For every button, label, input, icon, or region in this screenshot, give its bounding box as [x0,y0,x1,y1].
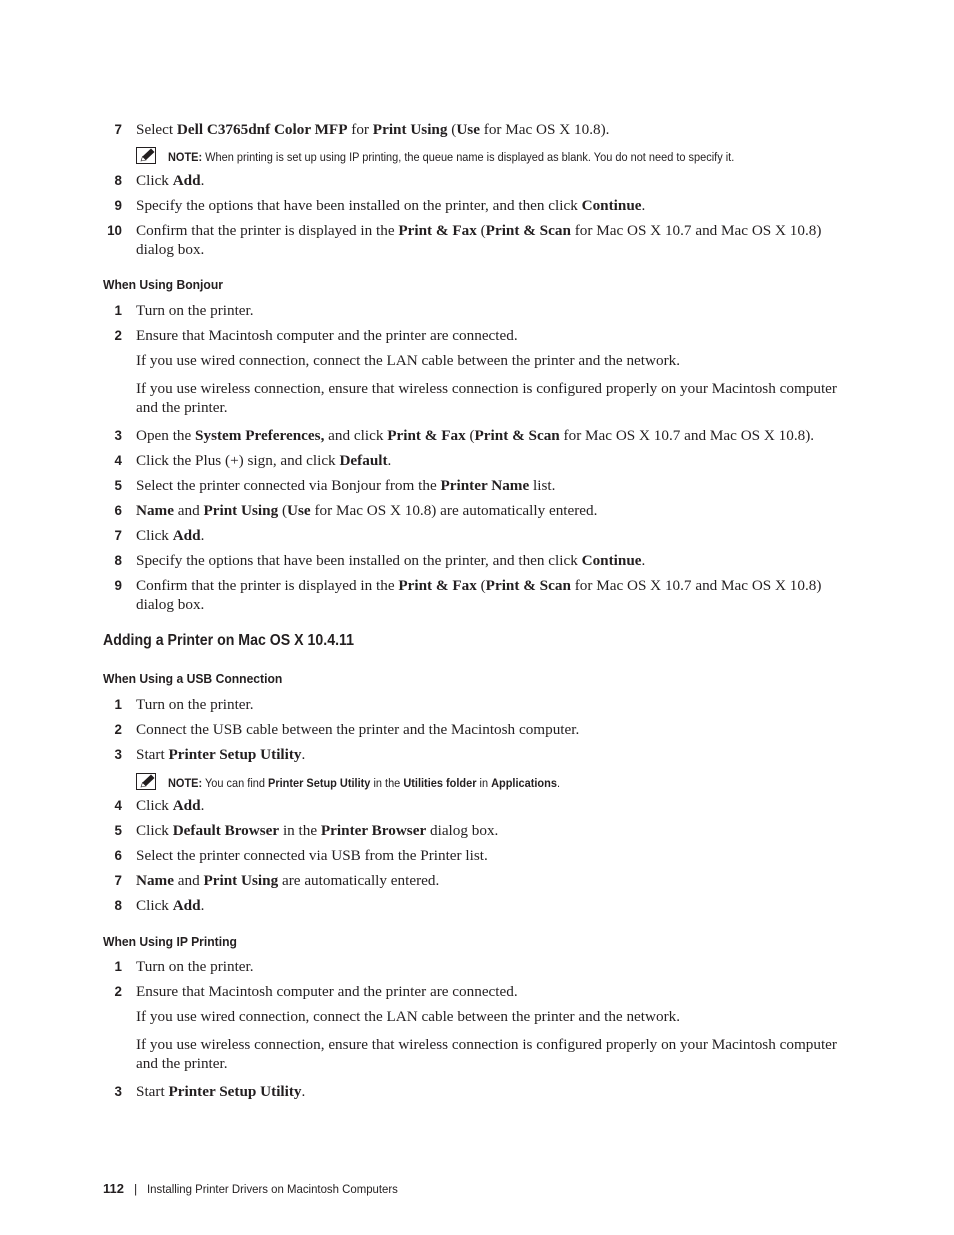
bold-term: Printer Setup Utility [268,776,371,790]
step-text [136,426,852,445]
step-number: 1 [114,959,122,974]
step-text [136,196,852,215]
heading-adding-printer-10-4-11: Adding a Printer on Mac OS X 10.4.11 [103,632,355,649]
text-run: Start [136,1083,169,1100]
page-footer [103,1181,420,1196]
step-number: 4 [114,798,122,813]
bold-term: Print & Scan [474,427,560,444]
bold-term: Default Browser [172,822,280,839]
step-number: 3 [114,747,122,762]
text-run: . [556,776,560,790]
usb-step-2 [90,720,870,739]
bonjour-step-2 [90,326,870,345]
bold-term: Print Using [372,121,448,138]
bold-term: Continue [581,197,642,214]
step-text [136,326,852,345]
text-run: Ensure that Macintosh computer and the printer are connected. [136,327,518,344]
usb-step-1 [90,695,870,714]
bold-term: Dell C3765dnf Color MFP [176,121,348,138]
text-run: Select the printer connected via Bonjour from the [136,477,441,494]
text-run: ( [476,222,486,239]
step-number: 1 [114,697,122,712]
text-run: are automatically entered. [278,872,440,889]
footer-separator: | [133,1182,138,1196]
page-number: 112 [103,1181,124,1196]
ip-step-3 [90,1082,870,1101]
bold-term: Print & Scan [485,577,571,594]
text-run: and click [324,427,388,444]
text-run: for [347,121,373,138]
bold-term: Default [339,452,388,469]
text-run: Click [136,797,173,814]
text-run: and [173,502,204,519]
step-text [136,796,852,815]
text-run: Confirm that the printer is displayed in the [136,577,399,594]
ip-step-2 [90,982,870,1001]
step-number: 8 [114,173,122,188]
step-number: 2 [114,984,122,999]
bonjour-step-1 [90,301,870,320]
step-number: 3 [114,1084,122,1099]
text-run: Click [136,822,173,839]
usb-step-5 [90,821,870,840]
note-text [168,149,805,165]
note-label: NOTE: [168,776,203,790]
usb-step-6 [90,846,870,865]
bold-term: Print Using [203,872,279,889]
text-run: Select [136,121,177,138]
note-text [168,775,805,791]
step-number: 1 [114,303,122,318]
bonjour-step-4 [90,451,870,470]
step-text [136,171,852,190]
step-text [136,982,852,1001]
text-run: . [301,746,306,763]
step-number: 3 [114,428,122,443]
text-run: in the [279,822,321,839]
step-text [136,526,852,545]
text-run: for Mac OS X 10.8). [479,121,610,138]
bonjour-wired-paragraph: If you use wired connection, connect the LAN cable between the printer and the network. [136,352,681,369]
bold-term: Print & Fax [387,427,466,444]
step-7-select-printer [90,120,870,139]
bonjour-step-9 [90,576,870,614]
text-run: Click [136,527,173,544]
step-text [136,301,852,320]
text-run: and [173,872,204,889]
note-label: NOTE: [168,150,203,164]
bonjour-step-6 [90,501,870,520]
bold-term: Use [287,502,311,519]
step-text [136,846,852,865]
step-text [136,957,852,976]
footer-chapter-title: Installing Printer Drivers on Macintosh Computers [147,1182,399,1196]
text-run: Start [136,746,169,763]
text-run: Click the Plus (+) sign, and click [136,452,340,469]
text-run: . [641,197,646,214]
bold-term: Printer Setup Utility [168,746,302,763]
step-8-click-add [90,171,870,190]
bold-term: Printer Name [440,477,530,494]
step-text [136,476,852,495]
bold-term: Printer Browser [320,822,427,839]
step-text [136,501,852,520]
text-run: . [641,552,646,569]
text-run: ( [447,121,457,138]
text-run: Open the [136,427,196,444]
bonjour-step-3 [90,426,870,445]
step-text [136,821,852,840]
note-body [202,150,734,164]
step-10-confirm-printer [90,221,870,259]
bold-term: Print & Scan [485,222,571,239]
bold-term: Add [172,797,201,814]
text-run: Specify the options that have been installed on the printer, and then click [136,197,582,214]
text-run: dialog box. [426,822,499,839]
usb-step-4 [90,796,870,815]
step-number: 5 [114,478,122,493]
text-run: ( [476,577,486,594]
step-number: 2 [114,722,122,737]
step-9-specify-options [90,196,870,215]
step-number: 10 [107,223,122,238]
step-number: 6 [114,848,122,863]
note-printer-setup-utility-location [136,775,876,791]
text-run: list. [529,477,556,494]
bonjour-wireless-paragraph: If you use wireless connection, ensure that wireless connection is configured properly on your Macintosh computer and the printer. [136,380,837,416]
text-run: Click [136,172,173,189]
text-run: Specify the options that have been installed on the printer, and then click [136,552,582,569]
text-run: . [387,452,392,469]
note-ip-queue-name [136,149,876,165]
bold-term: System Preferences, [195,427,325,444]
step-text [136,745,852,764]
text-run: Select the printer connected via USB from the Printer list. [136,847,488,864]
text-run: Confirm that the printer is displayed in the [136,222,399,239]
step-text [136,896,852,915]
text-run: . [301,1083,306,1100]
heading-when-using-usb: When Using a USB Connection [103,671,283,686]
bold-term: Print Using [203,502,279,519]
step-number: 5 [114,823,122,838]
step-number: 4 [114,453,122,468]
step-number: 7 [114,873,122,888]
step-text [136,695,852,714]
bold-term: Name [136,872,174,889]
text-run: Turn on the printer. [136,696,254,713]
bold-term: Applications [491,776,557,790]
step-text [136,720,852,739]
step-number: 7 [114,528,122,543]
text-run: . [200,172,205,189]
text-run: for Mac OS X 10.7 and Mac OS X 10.8) dialog box. [136,577,822,613]
step-text [136,451,852,470]
bold-term: Add [172,527,201,544]
heading-when-using-bonjour: When Using Bonjour [103,277,223,292]
text-run: Turn on the printer. [136,302,254,319]
text-run: You can find [202,776,269,790]
text-run: ( [465,427,475,444]
bold-term: Print & Fax [398,577,477,594]
bonjour-step-8 [90,551,870,570]
note-body [202,776,560,790]
step-text [136,576,852,614]
text-run: Ensure that Macintosh computer and the printer are connected. [136,983,518,1000]
ip-step-1 [90,957,870,976]
text-run: When printing is set up using IP printing, the queue name is displayed as blank. You do not need to specify it. [202,150,735,164]
step-text [136,871,852,890]
text-run: Click [136,897,173,914]
step-number: 8 [114,898,122,913]
bold-term: Name [136,502,174,519]
text-run: for Mac OS X 10.7 and Mac OS X 10.8) dialog box. [136,222,822,258]
text-run: for Mac OS X 10.7 and Mac OS X 10.8). [559,427,815,444]
step-number: 7 [114,122,122,137]
text-run: Connect the USB cable between the printer and the Macintosh computer. [136,721,580,738]
step-number: 6 [114,503,122,518]
text-run: in the [370,776,404,790]
text-run: . [200,897,205,914]
bold-term: Printer Setup Utility [168,1083,302,1100]
step-number: 2 [114,328,122,343]
bold-term: Print & Fax [398,222,477,239]
step-text [136,221,852,259]
bold-term: Continue [581,552,642,569]
step-text [136,1082,852,1101]
bold-term: Add [172,172,201,189]
step-text [136,551,852,570]
bold-term: Utilities folder [403,776,477,790]
ip-wired-paragraph: If you use wired connection, connect the LAN cable between the printer and the network. [136,1008,681,1025]
bold-term: Use [456,121,480,138]
text-run: in [476,776,492,790]
text-run: Turn on the printer. [136,958,254,975]
step-text [136,120,852,139]
text-run: . [200,797,205,814]
text-run: . [200,527,205,544]
step-number: 8 [114,553,122,568]
usb-step-3 [90,745,870,764]
usb-step-8 [90,896,870,915]
text-run: for Mac OS X 10.8) are automatically entered. [310,502,598,519]
step-number: 9 [114,198,122,213]
bold-term: Add [172,897,201,914]
ip-wireless-paragraph: If you use wireless connection, ensure that wireless connection is configured properly on your Macintosh computer and the printer. [136,1036,837,1072]
heading-when-using-ip-printing: When Using IP Printing [103,934,237,949]
bonjour-step-7 [90,526,870,545]
usb-step-7 [90,871,870,890]
text-run: ( [278,502,288,519]
note-pencil-icon [136,773,158,791]
bonjour-step-5 [90,476,870,495]
step-number: 9 [114,578,122,593]
note-pencil-icon [136,147,158,165]
